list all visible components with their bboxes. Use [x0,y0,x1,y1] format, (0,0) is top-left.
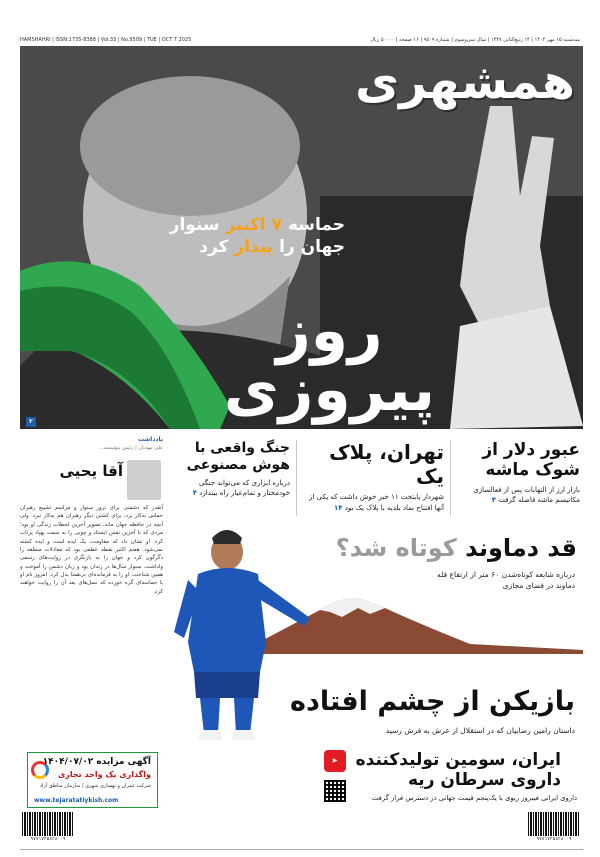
kicker-text: حماسه [282,215,345,235]
headline-line-1: روز [276,296,383,366]
issue-info-latin: HAMSHAHRI | ISSN:1735-8388 | Vol.33 | No.9509 | TUE | OCT 7 2025 [20,36,192,43]
story-text: شهردار پایتخت ۱۱ خبر خوش داشت که یکی از آنها افتتاح نماد بلدیه با پلاک یک بود [309,493,444,512]
player-headline[interactable]: بازیکن از چشم افتاده [290,686,575,717]
story-title: جنگ واقعی با هوش مصنوعی [186,440,290,473]
barcode-bars [22,812,74,836]
issue-info-bar [20,34,580,45]
ad-body: شرکت عمران و بهسازی شهری / سازمان مناطق آزاد [39,783,151,789]
headline-part: قد دماوند [456,534,577,562]
title-line-1: ایران، سومین تولیدکننده [355,750,561,770]
column-label: یادداشت [138,436,163,443]
player-body: داستان رامین رضاییان که در استقلال از عرش به فرش رسید [385,726,575,735]
damavand-body: درباره شایعه کوتاه‌شدن ۶۰ متر از ارتفاع قله دماوند در فضای مجازی [437,570,575,590]
story-title: تهران، پلاک یک [329,440,444,488]
story-text: درباره ابزاری که می‌تواند جنگی خودمختار و تمام‌عیار راه بیندازد [198,478,290,498]
title-line-2: داروی سرطان ریه [408,770,561,791]
column-body: آنقدر که دشمنی برای ترور سنوار و مراسم تشییع رهبران حماس به‌کار برد، برای کشتن دیگر رهبران هم به‌کار نبرد. ولی آنچه در حافظه جهان ماند، تصویر آخرین لحظات زندگی او بود؛ مردی که تا آخرین نفس ایستاد و چوبی را به سمت پهپاد پرتاب کرد. او نشان داد که مقاومت، یک ایده است و ایده کشته نمی‌شود. هفتم اکتبر نقطه عطفی بود که معادلات منطقه را دگرگون کرد و جهان را به بازنگری در روایت‌های رسمی واداشت. سنوار سال‌ها در زندان بود و زبان دشمن را آموخت و همین شناخت، او را به فرمانده‌ای بی‌همتا بدل کرد. امروز نام او با حماسه‌ای گره خورده که نسل‌های بعد آن را روایت خواهند کرد. [20,505,163,595]
story-body [456,485,580,506]
story-cancer-drug[interactable] [320,744,583,810]
kicker-highlight: ۷ اکتبر [225,215,283,235]
story-body [302,492,444,513]
column-title: آقا یحیی [59,462,123,480]
damavand-headline[interactable] [336,534,577,562]
lead-headline[interactable] [223,296,435,425]
headline-line-2: پیروزی [223,354,435,425]
ad-title: آگهی مزایده ۱۴۰۴/۰۷/۰۲ [42,757,151,767]
story-text: بازار ارز از التهابات پس از فعالسازی مکانیسم ماشه فاصله گرفت [473,485,580,505]
story-body [176,478,290,499]
story-title: عبور دلار از شوک ماشه [482,440,580,481]
barcode-number: ۹۷۷۱۷۳۵۸۳۸۰۰۹ [30,837,66,842]
divider [296,440,297,516]
kicker-text: سنوار [169,215,226,235]
ad-url[interactable]: www.tejaratatiykish.com [34,797,119,804]
story-body: داروی ایرانی فیبروز ریوی با یک‌پنجم قیمت جهانی در دسترس قرار گرفت [371,794,577,802]
bottom-rule [20,849,583,850]
kicker-text: جهان را [273,237,345,258]
column-author: علی مهدیان | رئیس مؤسسه... [98,445,163,451]
issue-info-persian: سه‌شنبه ۱۵ مهر ۱۴۰۴ | ۱۴ ربیع‌الثانی ۱۴۴۷ | سال سی‌وسوم | شماره ۹۵۰۹ | ۱۶ صفحه | ۵۰۰۰۰ ریال [370,36,580,43]
page-ref: ۴ [491,496,496,505]
auction-ad[interactable] [27,752,158,808]
lead-kicker [170,214,345,258]
story-tehran[interactable] [302,440,444,513]
page-ref: ۱۴ [333,503,343,512]
feature-block [170,522,583,740]
kicker-text: کرد [199,237,235,258]
page-reference: ۲ [26,417,36,427]
lead-photo [20,46,583,429]
story-title [356,750,561,791]
barcode-bars [528,812,580,836]
author-portrait [127,460,161,500]
barcode-number: ۹۷۷۱۷۳۵۸۳۸۰۰۹ [536,837,572,842]
barcode-right [528,812,580,846]
divider [450,440,451,516]
kicker-highlight: بیدار [234,237,274,258]
headline-part-gray: کوتاه شد؟ [335,534,457,562]
story-dollar[interactable] [456,440,580,506]
page-ref: ۴ [192,489,197,498]
play-icon: ▶ [324,750,346,772]
masthead-logo: همشهری [355,54,575,110]
ad-subtitle: واگذاری یک واحد تجاری [57,770,151,779]
story-ai-war[interactable] [176,440,290,499]
opinion-column[interactable] [20,436,163,746]
barcode-left [22,812,74,846]
